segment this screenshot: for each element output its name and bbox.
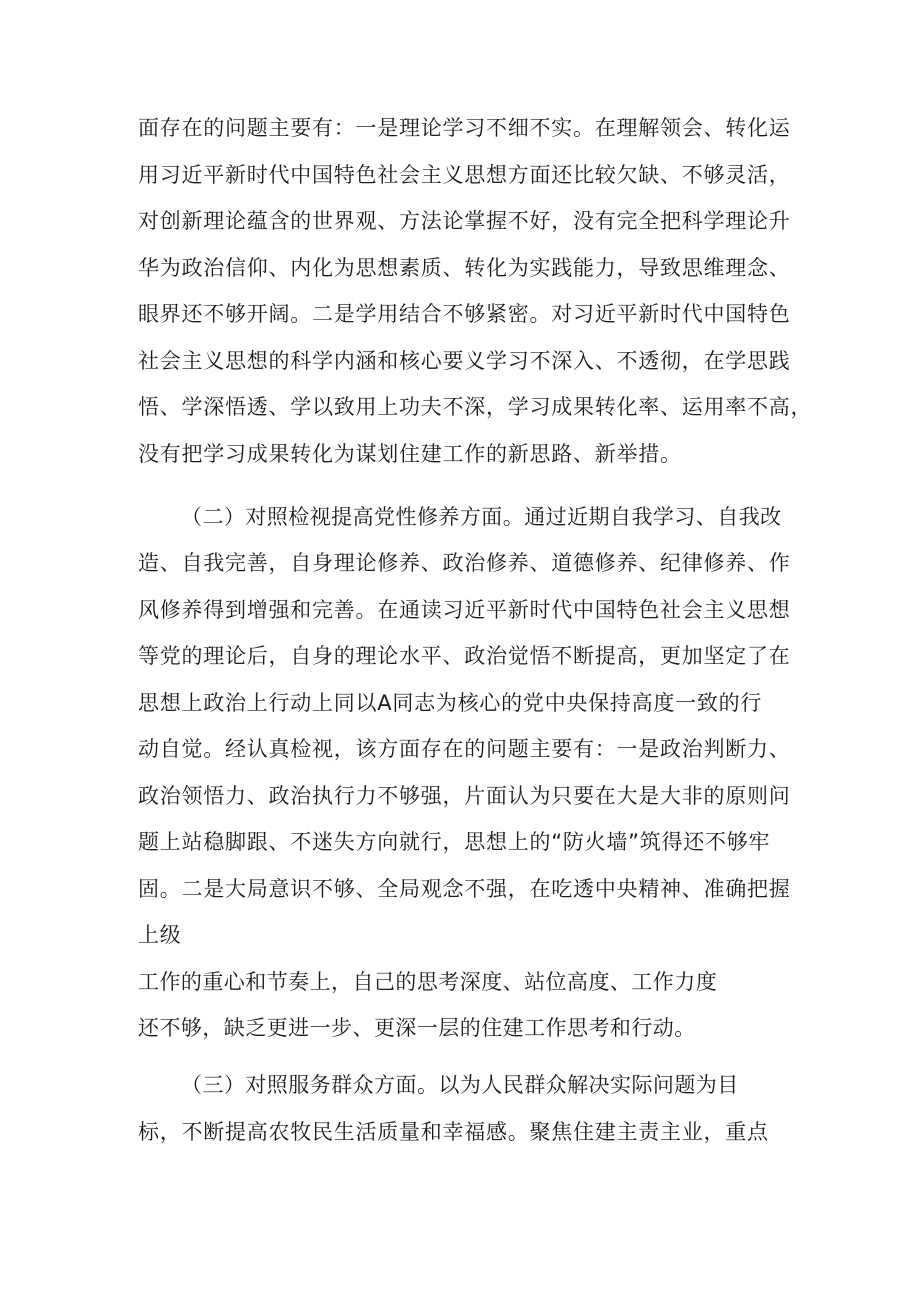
paragraph-line: 没有把学习成果转化为谋划住建工作的新思路、新举措。 [138,442,682,466]
paragraph-line: 上级 [138,923,182,947]
paragraph-line: 等党的理论后，自身的理论水平、政治觉悟不断提高，更加坚定了在 [138,644,791,668]
paragraph-line: 眼界还不够开阔。二是学用结合不够紧密。对习近平新时代中国特色 [138,302,791,326]
paragraph-line: 风修养得到增强和完善。在通读习近平新时代中国特色社会主义思想 [138,598,791,622]
section-heading-line: （二）对照检视提高党性修养方面。通过近期自我学习、自我改 [181,505,782,529]
paragraph-line: 华为政治信仰、内化为思想素质、转化为实践能力，导致思维理念、 [138,256,791,280]
paragraph-line: 动自觉。经认真检视，该方面存在的问题主要有：一是政治判断力、 [138,737,791,761]
paragraph-line: 固。二是大局意识不够、全局观念不强，在吃透中央精神、准确把握 [138,877,791,901]
paragraph-line: 对创新理论蕴含的世界观、方法论掌握不好，没有完全把科学理论升 [138,209,791,233]
paragraph-line: 面存在的问题主要有：一是理论学习不细不实。在理解领会、转化运 [138,116,791,140]
paragraph-line: 还不够，缺乏更进一步、更深一层的住建工作思考和行动。 [138,1016,696,1040]
paragraph-line: 政治领悟力、政治执行力不够强，片面认为只要在大是大非的原则问 [138,784,791,808]
section-heading-line: （三）对照服务群众方面。以为人民群众解决实际问题为目 [181,1073,739,1097]
paragraph-line: 思想上政治上行动上同以A同志为核心的党中央保持高度一致的行 [138,691,763,715]
paragraph-line: 工作的重心和节奏上，自己的思考深度、站位高度、工作力度 [138,970,718,994]
paragraph-line: 悟、学深悟透、学以致用上功夫不深，学习成果转化率、运用率不高， [138,395,813,419]
paragraph-line: 标，不断提高农牧民生活质量和幸福感。聚焦住建主责主业，重点 [138,1120,769,1144]
paragraph-line: 用习近平新时代中国特色社会主义思想方面还比较欠缺、不够灵活， [138,163,791,187]
paragraph-line: 造、自我完善，自身理论修养、政治修养、道德修养、纪律修养、作 [138,551,791,575]
paragraph-line: 社会主义思想的科学内涵和核心要义学习不深入、不透彻，在学思践 [138,349,791,373]
paragraph-line: 题上站稳脚跟、不迷失方向就行，思想上的“防火墙”筑得还不够牢 [138,830,771,854]
